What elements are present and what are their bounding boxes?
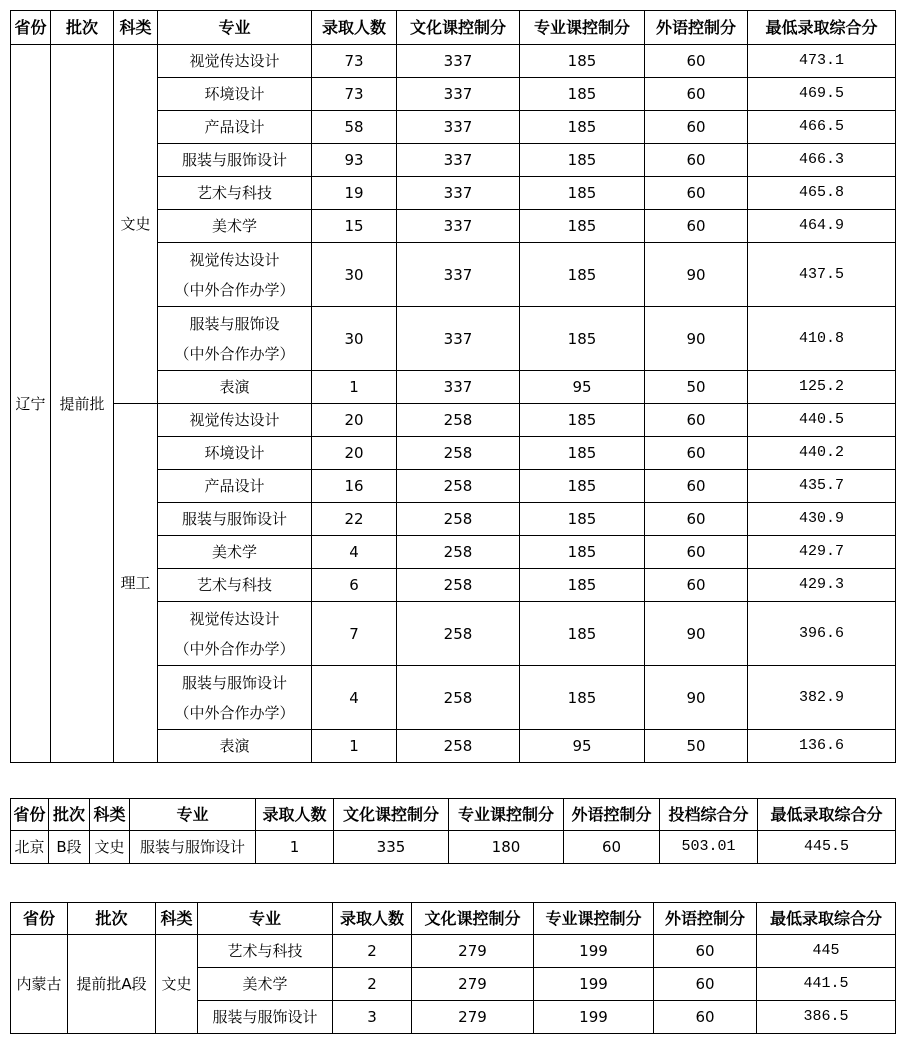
cell-province: 辽宁 xyxy=(11,45,51,763)
cell-professional-score: 185 xyxy=(520,470,645,503)
inner-mongolia-admission-table xyxy=(10,902,896,1034)
cell-admitted-count: 20 xyxy=(312,437,397,470)
cell-major xyxy=(158,307,312,371)
cell-language-score: 60 xyxy=(645,503,748,536)
cell-language-score: 60 xyxy=(645,210,748,243)
header-category: 科类 xyxy=(90,799,130,831)
cell-min-composite-score: 136.6 xyxy=(748,730,896,763)
cell-professional-score: 185 xyxy=(520,569,645,602)
cell-min-composite-score: 473.1 xyxy=(748,45,896,78)
cell-language-score: 60 xyxy=(645,45,748,78)
cell-culture-score: 258 xyxy=(397,666,520,730)
cell-language-score: 50 xyxy=(645,730,748,763)
cell-min-composite-score: 429.7 xyxy=(748,536,896,569)
cell-min-composite-score: 437.5 xyxy=(748,243,896,307)
liaoning-admission-table xyxy=(10,10,896,763)
cell-major: 艺术与科技 xyxy=(198,935,333,968)
cell-batch: 提前批 xyxy=(51,45,114,763)
cell-min-composite-score: 466.3 xyxy=(748,144,896,177)
header-min-composite-score: 最低录取综合分 xyxy=(758,799,896,831)
cell-major xyxy=(158,470,312,503)
cell-professional-score: 199 xyxy=(534,935,654,968)
cell-language-score: 60 xyxy=(645,177,748,210)
cell-major xyxy=(158,144,312,177)
cell-language-score: 60 xyxy=(654,968,757,1001)
cell-admitted-count: 2 xyxy=(333,968,412,1001)
cell-culture-score: 279 xyxy=(412,935,534,968)
cell-category: 理工 xyxy=(114,404,158,763)
cell-category: 文史 xyxy=(156,935,198,1034)
cell-culture-score: 258 xyxy=(397,437,520,470)
cell-admitted-count: 3 xyxy=(333,1001,412,1034)
cell-professional-score: 185 xyxy=(520,111,645,144)
header-batch: 批次 xyxy=(68,903,156,935)
major-line: 服装与服饰设计 xyxy=(181,510,287,528)
header-language-score: 外语控制分 xyxy=(564,799,660,831)
cell-admitted-count: 1 xyxy=(256,831,334,864)
cell-major xyxy=(158,177,312,210)
cell-province: 北京 xyxy=(11,831,49,864)
cell-language-score: 60 xyxy=(645,111,748,144)
cell-professional-score: 185 xyxy=(520,144,645,177)
cell-professional-score: 185 xyxy=(520,243,645,307)
major-line: 艺术与科技 xyxy=(196,184,272,202)
cell-min-composite-score: 440.5 xyxy=(748,404,896,437)
header-major: 专业 xyxy=(130,799,256,831)
cell-professional-score: 185 xyxy=(520,404,645,437)
major-line: 表演 xyxy=(219,737,250,755)
cell-culture-score: 337 xyxy=(397,307,520,371)
major-line: 艺术与科技 xyxy=(196,576,272,594)
header-min-composite-score: 最低录取综合分 xyxy=(748,11,896,45)
cell-culture-score: 258 xyxy=(397,503,520,536)
cell-professional-score: 185 xyxy=(520,210,645,243)
header-min-composite-score: 最低录取综合分 xyxy=(757,903,896,935)
cell-category: 文史 xyxy=(114,45,158,404)
cell-professional-score: 185 xyxy=(520,666,645,730)
cell-file-composite-score: 503.01 xyxy=(660,831,758,864)
cell-professional-score: 185 xyxy=(520,177,645,210)
cell-professional-score: 185 xyxy=(520,307,645,371)
cell-admitted-count: 73 xyxy=(312,78,397,111)
cell-professional-score: 185 xyxy=(520,536,645,569)
cell-major xyxy=(158,536,312,569)
cell-admitted-count: 1 xyxy=(312,730,397,763)
cell-language-score: 60 xyxy=(645,470,748,503)
cell-min-composite-score: 445.5 xyxy=(758,831,896,864)
table-row xyxy=(11,45,896,78)
header-language-score: 外语控制分 xyxy=(654,903,757,935)
beijing-admission-table xyxy=(10,798,896,864)
major-line: 视觉传达设计 xyxy=(189,52,280,70)
header-province: 省份 xyxy=(11,903,68,935)
major-line: （中外合作办学） xyxy=(174,344,295,363)
header-culture-score: 文化课控制分 xyxy=(397,11,520,45)
cell-major: 服装与服饰设计 xyxy=(130,831,256,864)
cell-admitted-count: 20 xyxy=(312,404,397,437)
cell-language-score: 50 xyxy=(645,371,748,404)
cell-admitted-count: 1 xyxy=(312,371,397,404)
cell-major xyxy=(158,78,312,111)
cell-culture-score: 258 xyxy=(397,569,520,602)
cell-professional-score: 199 xyxy=(534,968,654,1001)
cell-major: 服装与服饰设计 xyxy=(198,1001,333,1034)
header-culture-score: 文化课控制分 xyxy=(334,799,449,831)
cell-culture-score: 337 xyxy=(397,243,520,307)
cell-language-score: 90 xyxy=(645,666,748,730)
header-professional-score: 专业课控制分 xyxy=(520,11,645,45)
cell-major xyxy=(158,210,312,243)
cell-category: 文史 xyxy=(90,831,130,864)
cell-major xyxy=(158,569,312,602)
cell-language-score: 90 xyxy=(645,602,748,666)
cell-language-score: 60 xyxy=(645,144,748,177)
cell-admitted-count: 2 xyxy=(333,935,412,968)
cell-admitted-count: 4 xyxy=(312,666,397,730)
major-line: 服装与服饰设计 xyxy=(181,673,287,692)
major-line: 环境设计 xyxy=(204,444,265,462)
cell-culture-score: 337 xyxy=(397,78,520,111)
cell-admitted-count: 73 xyxy=(312,45,397,78)
cell-admitted-count: 6 xyxy=(312,569,397,602)
cell-culture-score: 337 xyxy=(397,371,520,404)
header-professional-score: 专业课控制分 xyxy=(534,903,654,935)
major-line: 产品设计 xyxy=(204,118,265,136)
major-line: 视觉传达设计 xyxy=(189,250,280,269)
cell-culture-score: 337 xyxy=(397,111,520,144)
cell-admitted-count: 7 xyxy=(312,602,397,666)
header-batch: 批次 xyxy=(49,799,90,831)
cell-min-composite-score: 465.8 xyxy=(748,177,896,210)
cell-professional-score: 185 xyxy=(520,437,645,470)
cell-major xyxy=(158,111,312,144)
cell-culture-score: 258 xyxy=(397,470,520,503)
cell-min-composite-score: 435.7 xyxy=(748,470,896,503)
cell-language-score: 90 xyxy=(645,307,748,371)
cell-min-composite-score: 429.3 xyxy=(748,569,896,602)
cell-admitted-count: 30 xyxy=(312,243,397,307)
major-line: 美术学 xyxy=(211,217,257,235)
cell-min-composite-score: 441.5 xyxy=(757,968,896,1001)
cell-admitted-count: 58 xyxy=(312,111,397,144)
major-line: 服装与服饰设计 xyxy=(181,151,287,169)
major-line: （中外合作办学） xyxy=(174,703,295,722)
cell-major xyxy=(158,371,312,404)
cell-min-composite-score: 464.9 xyxy=(748,210,896,243)
cell-language-score: 60 xyxy=(645,569,748,602)
table-header-row xyxy=(11,903,896,935)
header-province: 省份 xyxy=(11,799,49,831)
cell-major xyxy=(158,404,312,437)
major-line: （中外合作办学） xyxy=(174,639,295,658)
cell-professional-score: 185 xyxy=(520,78,645,111)
cell-min-composite-score: 125.2 xyxy=(748,371,896,404)
cell-major xyxy=(158,730,312,763)
table-body xyxy=(11,903,896,1034)
header-culture-score: 文化课控制分 xyxy=(412,903,534,935)
cell-language-score: 60 xyxy=(645,78,748,111)
cell-professional-score: 185 xyxy=(520,602,645,666)
cell-culture-score: 258 xyxy=(397,404,520,437)
header-major: 专业 xyxy=(158,11,312,45)
cell-min-composite-score: 430.9 xyxy=(748,503,896,536)
cell-professional-score: 180 xyxy=(449,831,564,864)
cell-culture-score: 258 xyxy=(397,536,520,569)
major-line: 视觉传达设计 xyxy=(189,411,280,429)
header-province: 省份 xyxy=(11,11,51,45)
cell-min-composite-score: 382.9 xyxy=(748,666,896,730)
cell-culture-score: 337 xyxy=(397,45,520,78)
cell-culture-score: 279 xyxy=(412,1001,534,1034)
table-row xyxy=(11,935,896,968)
cell-admitted-count: 30 xyxy=(312,307,397,371)
cell-culture-score: 279 xyxy=(412,968,534,1001)
cell-culture-score: 337 xyxy=(397,210,520,243)
cell-culture-score: 258 xyxy=(397,730,520,763)
cell-min-composite-score: 396.6 xyxy=(748,602,896,666)
cell-professional-score: 185 xyxy=(520,503,645,536)
cell-min-composite-score: 386.5 xyxy=(757,1001,896,1034)
major-line: 环境设计 xyxy=(204,85,265,103)
cell-major xyxy=(158,503,312,536)
cell-culture-score: 337 xyxy=(397,177,520,210)
header-batch: 批次 xyxy=(51,11,114,45)
cell-min-composite-score: 440.2 xyxy=(748,437,896,470)
cell-min-composite-score: 410.8 xyxy=(748,307,896,371)
cell-language-score: 90 xyxy=(645,243,748,307)
cell-admitted-count: 4 xyxy=(312,536,397,569)
header-category: 科类 xyxy=(156,903,198,935)
header-major: 专业 xyxy=(198,903,333,935)
header-language-score: 外语控制分 xyxy=(645,11,748,45)
table-header-row xyxy=(11,11,896,45)
cell-language-score: 60 xyxy=(645,437,748,470)
cell-major xyxy=(158,45,312,78)
cell-major xyxy=(158,602,312,666)
cell-professional-score: 199 xyxy=(534,1001,654,1034)
cell-language-score: 60 xyxy=(654,935,757,968)
cell-batch: 提前批A段 xyxy=(68,935,156,1034)
cell-min-composite-score: 445 xyxy=(757,935,896,968)
major-line: 美术学 xyxy=(211,543,257,561)
major-line: 服装与服饰设 xyxy=(189,314,280,333)
cell-major xyxy=(158,243,312,307)
major-line: 产品设计 xyxy=(204,477,265,495)
major-line: 表演 xyxy=(219,378,250,396)
cell-province: 内蒙古 xyxy=(11,935,68,1034)
cell-culture-score: 337 xyxy=(397,144,520,177)
cell-major xyxy=(158,437,312,470)
cell-major: 美术学 xyxy=(198,968,333,1001)
header-admitted-count: 录取人数 xyxy=(256,799,334,831)
cell-language-score: 60 xyxy=(645,536,748,569)
cell-admitted-count: 22 xyxy=(312,503,397,536)
table-body xyxy=(11,45,896,763)
header-admitted-count: 录取人数 xyxy=(333,903,412,935)
cell-admitted-count: 16 xyxy=(312,470,397,503)
table-row xyxy=(11,404,896,437)
major-line: （中外合作办学） xyxy=(174,280,295,299)
cell-language-score: 60 xyxy=(564,831,660,864)
cell-batch: B段 xyxy=(49,831,90,864)
cell-major xyxy=(158,666,312,730)
cell-admitted-count: 19 xyxy=(312,177,397,210)
table-row xyxy=(11,831,896,864)
cell-professional-score: 95 xyxy=(520,371,645,404)
cell-culture-score: 258 xyxy=(397,602,520,666)
table-header-row xyxy=(11,799,896,831)
header-category: 科类 xyxy=(114,11,158,45)
cell-language-score: 60 xyxy=(654,1001,757,1034)
header-admitted-count: 录取人数 xyxy=(312,11,397,45)
cell-admitted-count: 93 xyxy=(312,144,397,177)
cell-culture-score: 335 xyxy=(334,831,449,864)
cell-professional-score: 95 xyxy=(520,730,645,763)
major-line: 视觉传达设计 xyxy=(189,609,280,628)
cell-admitted-count: 15 xyxy=(312,210,397,243)
cell-language-score: 60 xyxy=(645,404,748,437)
header-file-composite-score: 投档综合分 xyxy=(660,799,758,831)
header-professional-score: 专业课控制分 xyxy=(449,799,564,831)
cell-min-composite-score: 466.5 xyxy=(748,111,896,144)
cell-professional-score: 185 xyxy=(520,45,645,78)
cell-min-composite-score: 469.5 xyxy=(748,78,896,111)
